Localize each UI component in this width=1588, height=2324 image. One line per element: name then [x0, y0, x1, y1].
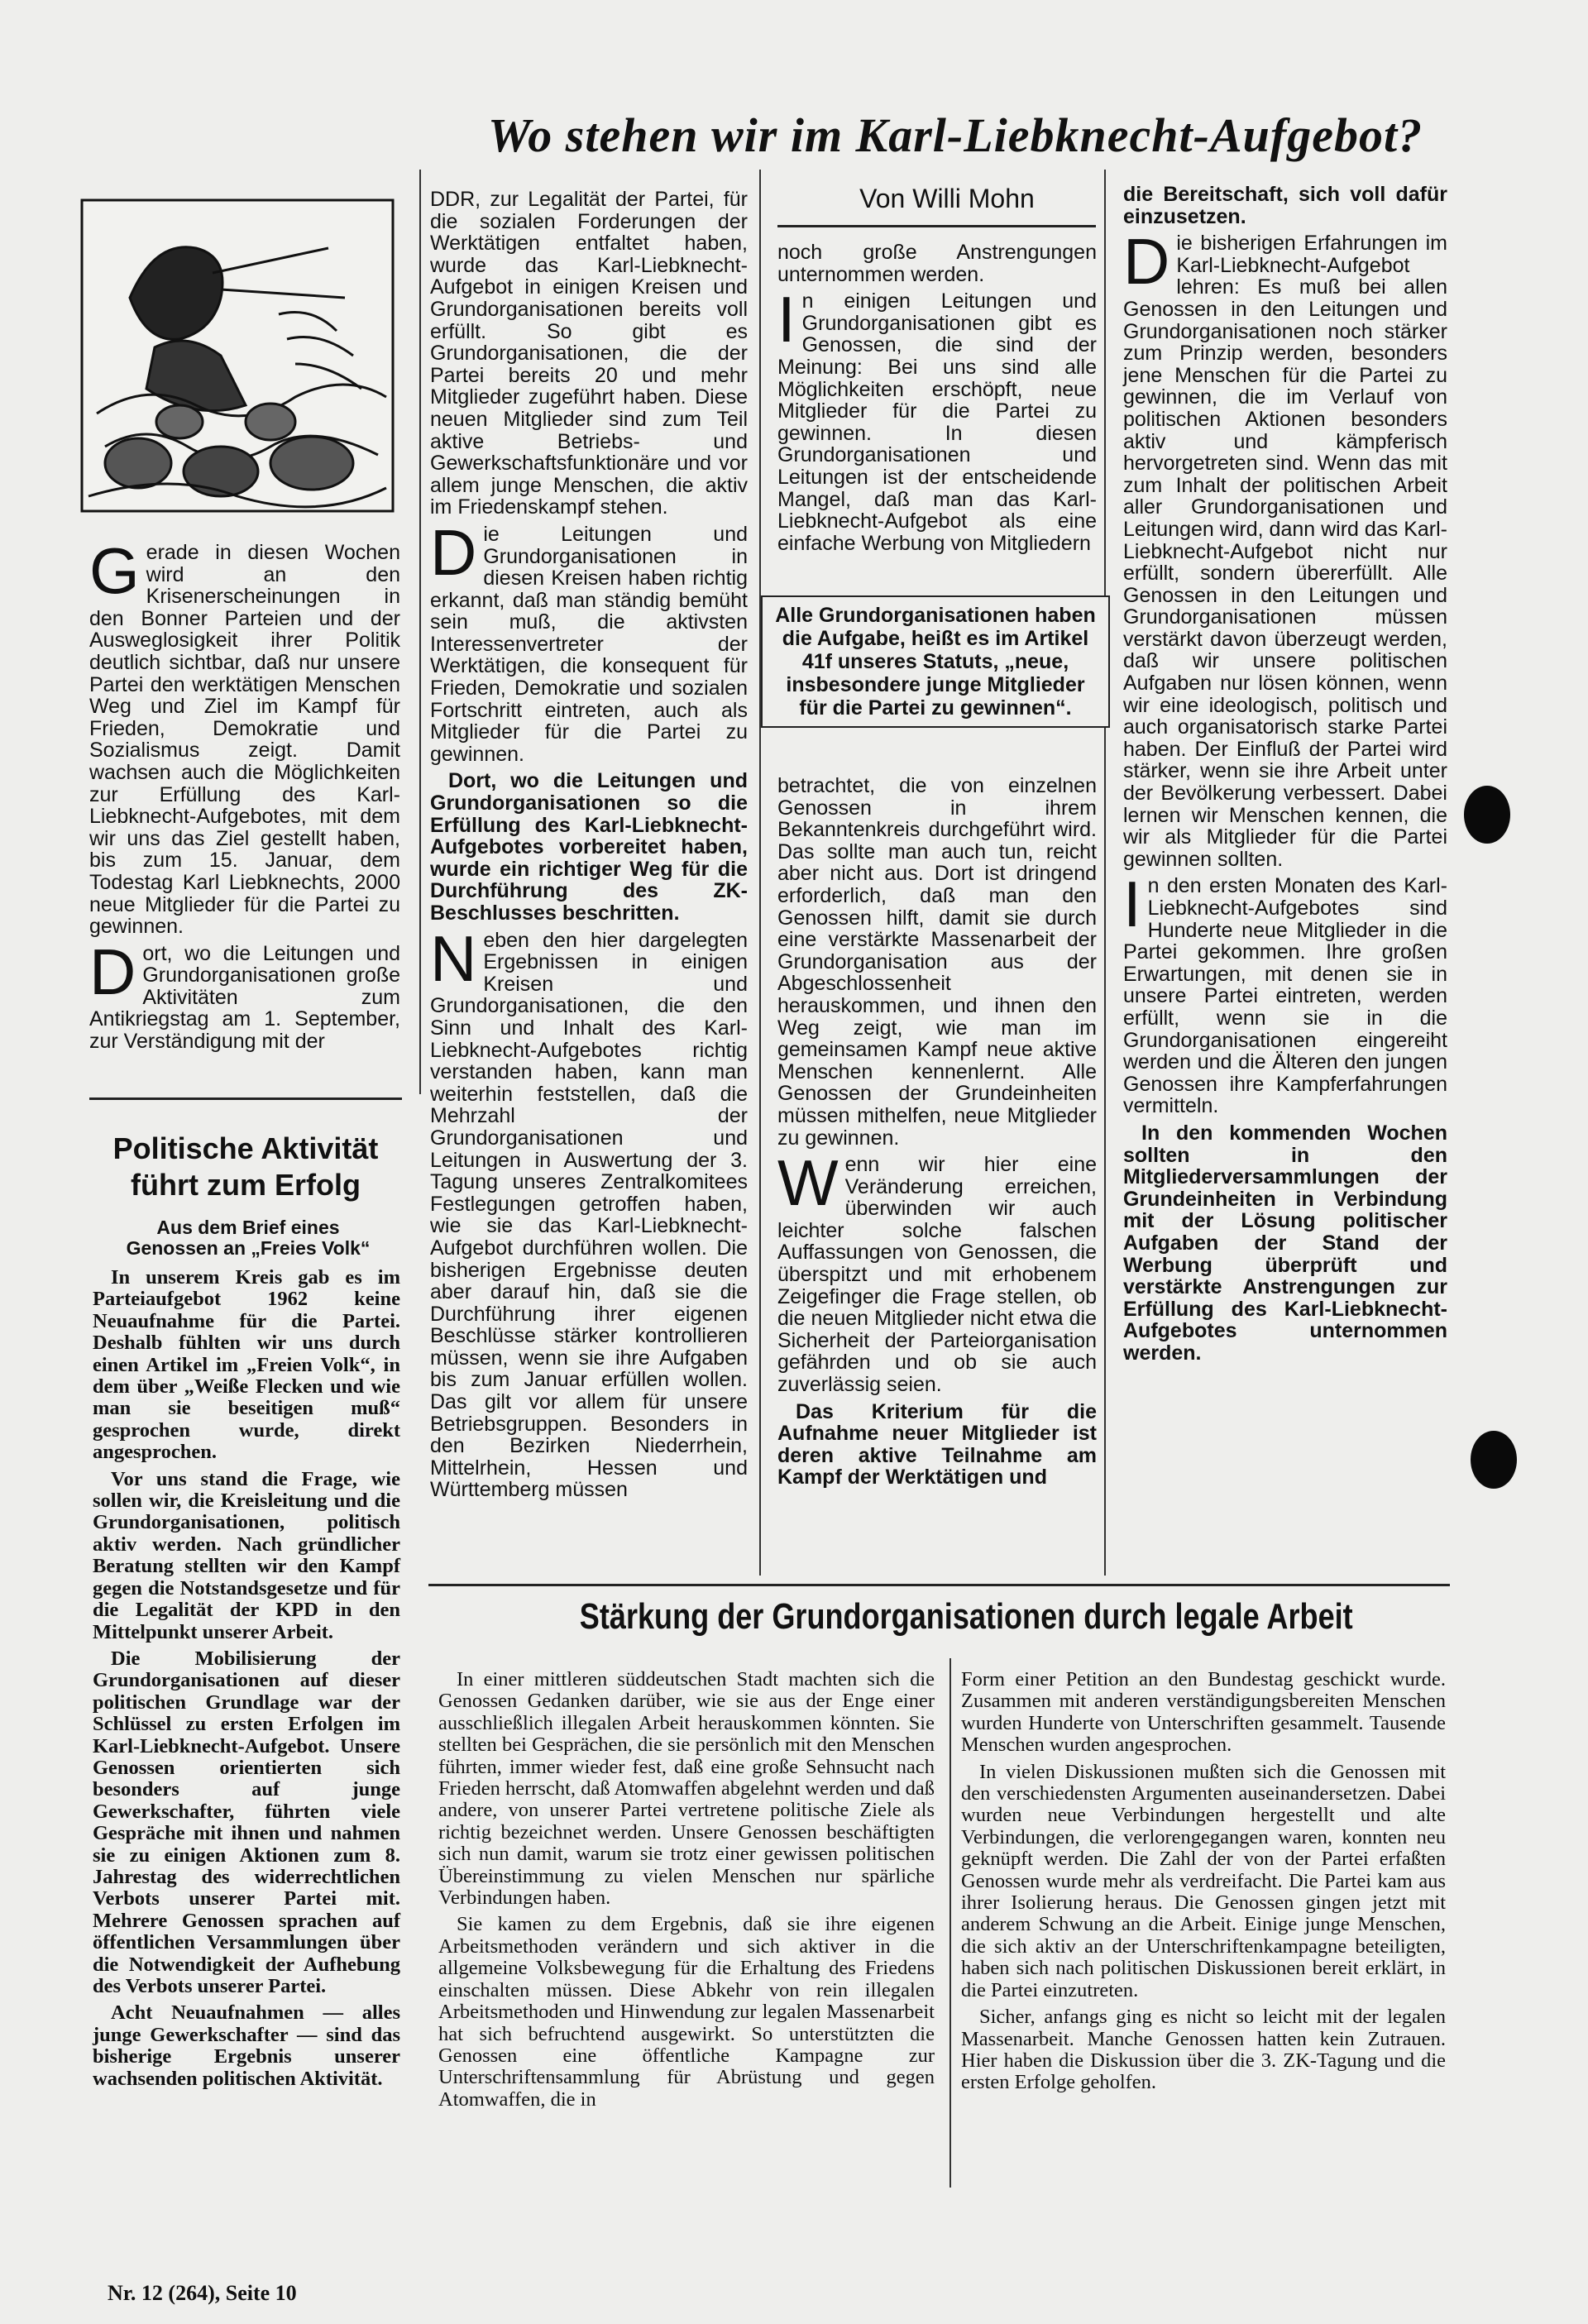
drop-cap: I — [777, 283, 796, 356]
column-4 — [1123, 184, 1447, 1369]
col2-paragraph: DDR, zur Legalität der Partei, für die sozialen Forderungen der Werktätigen entfaltet haben, wurde das Karl-Liebknecht-Aufgebot in einigen Kreisen und Grundorganisationen bereits voll erfüllt. So gibt es Grundorganisationen, die der Partei bereits 20 und mehr Mitglieder zugeführt haben. Diese neuen Mitglieder sind zum Teil aktive Betriebs- und Gewerkschaftsfunktionäre und vor allem junge Menschen, die aktiv im Friedenskampf stehen. — [430, 188, 748, 519]
col2-paragraph-bold: Dort, wo die Leitungen und Grundorganisationen so die Erfüllung des Karl-Liebknecht-Aufgebotes vorbereitet haben, wurde ein richtiger Weg für die Durchführung des ZK-Beschlusses beschritten. — [430, 769, 748, 925]
col3-paragraph: betrachtet, die von einzelnen Genossen in ihrem Bekanntenkreis durchgeführt wird. Das sollte man auch tun, reicht aber nicht aus. Dort ist dringend erforderlich, daß man den Genossen hilft, damit sie durch eine verstärkte Massenarbeit der Grundorganisation aus der Abgeschlossenheit herauskommen, und ihnen den Weg zeigt, wie man im gemeinsamen Kampf neue aktive Menschen kennenlernt. Alle Genossen der Grundeinheiten müssen mithelfen, neue Mitglieder zu gewinnen. — [777, 774, 1097, 1150]
intro-paragraph-2: ort, wo die Leitungen und Grundorganisationen große Aktivitäten zum Antikriegstag am 1. September, zur Verständigung mit der — [89, 941, 400, 1054]
page-footer: Nr. 12 (264), Seite 10 — [108, 2281, 297, 2305]
col4-paragraph: ie bisherigen Erfahrungen im Karl-Liebknecht-Aufgebot lehren: Es muß bei allen Genossen in den Leitungen und Grundorganisationen noch stärker zum Prinzip werden, besonders jene Menschen für die Partei zu gewinnen, die im Verlauf von politischen Aktionen besonders aktiv und kämpferisch hervorgetreten sind. Wenn das mit zum Inhalt der politischen Arbeit aller Grundorganisationen und Leitungen wird, dann wird das Karl-Liebknecht-Aufgebot nicht nur erfüllt, sondern übererfüllt. Alle Genossen in den Leitungen und Grundorganisationen müssen verstärkt davon überzeugt werden, daß wir unsere politischen Aufgaben nur lösen können, wenn wir eine ideologisch, politisch und auch organisatorisch starke Partei haben. Der Einfluß der Partei wird stärker, wenn sie ihre Arbeit unter der Bevölkerung verbessert. Dabei lernen wir Menschen kennen, die wir als Mitglieder für die Partei gewinnen sollten. — [1123, 232, 1447, 871]
drop-cap: G — [89, 534, 140, 607]
section-divider — [428, 1584, 1450, 1586]
drop-cap: D — [430, 515, 477, 589]
column-3-continued — [777, 775, 1097, 1494]
column-rule — [419, 170, 421, 1094]
second-paragraph: In einer mittleren süddeutschen Stadt machten sich die Genossen Gedanken darüber, wie sie aus der Enge einer ausschließlich illegalen Arbeit herauskommen könnten. Sie stellten bei Gesprächen, die sie persönlich mit den Menschen führten, immer wieder fest, daß eine große Sehnsucht nach Frieden herrscht, daß Atomwaffen abgelehnt werden und daß andere, von unserer Partei vertretene politische Ziele als richtig bezeichnet werden. Unsere Genossen beschäftigten sich nun damit, warum sie trotz einer gewissen politischen Übereinstimmung zu vielen Menschen nur spärliche Verbindungen haben. — [438, 1668, 935, 1910]
side-paragraph: Die Mobilisierung der Grundorganisationen auf dieser politischen Grundlage war der Schlüssel zu ersten Erfolgen im Karl-Liebknecht-Aufgebot. Unsere Genossen orientierten sich besonders auf junge Gewerkschafter, führten viele Gespräche mit ihnen und nahmen sie zu einigen Aktionen zum 8. Jahrestag des widerrechtlichen Verbots unserer Partei mit. Mehrere Genossen sprachen auf öffentlichen Versammlungen über die Notwendigkeit der Aufhebung des Verbots unserer Partei. — [93, 1647, 400, 1997]
drop-cap: N — [430, 921, 477, 995]
col4-paragraph-bold: In den kommenden Wochen sollten in den Mitgliederversammlungen der Grundeinheiten in Verbindung mit der Lösung politischer Aufgaben der Stand der Werbung überprüft und verstärkte Anstrengungen zur Erfüllung des Karl-Liebknecht-Aufgebotes unternommen werden. — [1123, 1121, 1447, 1365]
intro-paragraph-1: erade in diesen Wochen wird an den Krisenerscheinungen in den Bonner Parteien und der Ausweglosigkeit ihrer Politik deutlich sichtbar, daß nur unsere Partei den werktätigen Menschen Weg und Ziel im Kampf für Frieden, Demokratie und Sozialismus zeigt. Damit wachsen auch die Möglichkeiten zur Erfüllung des Karl-Liebknecht-Aufgebotes, mit dem wir uns das Ziel gestellt haben, bis zum 15. Januar, dem Todestag Karl Liebknechts, 2000 neue Mitglieder für die Partei zu gewinnen. — [89, 541, 400, 939]
column-rule — [949, 1658, 951, 2188]
second-paragraph: In vielen Diskussionen mußten sich die Genossen mit den verschiedensten Argumenten auseinandersetzen. Dabei wurden neue Verbindungen hergestellt und alte Verbindungen, die verlorengegangen waren, konnten neu geknüpft werden. Die Zahl der von der Partei erfaßten Genossen wurde mehr als verdreifacht. Die Partei kam aus ihrer Isolierung heraus. Die Genossen gingen jetzt mit anderem Schwung an die Arbeit. Einige junge Menschen, die sich aktiv an der Unterschriftenkampagne beteiligten, haben sich nach politischen Diskussionen bereit erklärt, in die Partei einzutreten. — [961, 1760, 1446, 2001]
side-paragraph: In unserem Kreis gab es im Parteiaufgebot 1962 keine Neuaufnahme für die Partei. Deshalb fühlten wir uns durch einen Artikel im „Freien Volk“, in dem über „Weiße Flecken und wie man sie beseitigen muß“ gesprochen wurde, direkt angesprochen. — [93, 1266, 400, 1464]
col3-paragraph: enn wir hier eine Veränderung erreichen, überwinden wir auch leichter solche falschen Auffassungen von Genossen, die überspitzt und mit erhobenem Zeigefinger die Frage stellen, ob die neuen Mitglieder nicht etwa die Sicherheit der Parteiorganisation gefährden und ob sie auch zuverlässig seien. — [777, 1153, 1097, 1397]
second-article-left — [438, 1669, 935, 2116]
second-paragraph: Form einer Petition an den Bundestag geschickt wurde. Zusammen mit anderen verständigungsbereiten Menschen wurden Hunderte von Unterschriften gesammelt. Tausende Menschen wurden angesprochen. — [961, 1668, 1446, 1757]
column-3 — [777, 241, 1097, 559]
section-divider — [89, 1097, 402, 1100]
col3-paragraph: noch große Anstrengungen unternommen werden. — [777, 241, 1097, 286]
illustration-crowd-drawing — [80, 198, 395, 513]
col2-paragraph: eben den hier dargelegten Ergebnissen in einigen Kreisen und Grundorganisationen, die den Sinn und Inhalt des Karl-Liebknecht-Aufgebotes richtig verstanden haben, kann man weiterhin feststellen, daß die Mehrzahl der Grundorganisationen und Leitungen in Auswertung der 3. Tagung unseres Zentralkomitees Festlegungen getroffen haben, wie sie das Karl-Liebknecht-Aufgebot durchführen wollen. Die bisherigen Ergebnisse deuten aber darauf hin, daß sie die Durchführung ihrer eigenen Beschlüsse stärker kontrollieren müssen, wenn sie ihre Aufgaben bis zum Januar erfüllen wollen. Das gilt vor allem für unsere Betriebsgruppen. Besonders in den Bezirken Niederrhein, Mittelrhein, Hessen und Württemberg müssen — [430, 928, 748, 1502]
quote-box: Alle Grundorganisationen haben die Aufgabe, heißt es im Artikel 41f unseres Statuts, „neue, insbesondere junge Mitglieder für die Partei zu gewinnen“. — [761, 595, 1110, 728]
side-paragraph: Acht Neuaufnahmen — alles junge Gewerkschafter — sind das bisherige Ergebnis unserer wachsenden politischen Aktivität. — [93, 2001, 400, 2090]
drop-cap: W — [777, 1146, 839, 1220]
punch-hole — [1471, 1431, 1517, 1489]
side-article-subtitle: Aus dem Brief eines Genossen an „Freies Volk“ — [126, 1217, 371, 1259]
side-article-body — [93, 1267, 400, 2095]
second-article-title: Stärkung der Grundorganisationen durch legale Arbeit — [579, 1596, 1353, 1637]
drop-cap: D — [1123, 225, 1170, 299]
column-rule — [759, 170, 761, 1576]
side-article-title: Politische Aktivität führt zum Erfolg — [112, 1131, 379, 1202]
col3-paragraph-bold: Das Kriterium für die Aufnahme neuer Mitglieder ist deren aktive Teilnahme am Kampf der Werktätigen und — [777, 1399, 1097, 1490]
column-2 — [430, 189, 748, 1506]
side-paragraph: Vor uns stand die Frage, wie sollen wir, die Kreisleitung und die Grundorganisationen, politisch aktiv werden. Nach gründlicher Beratung stellten wir den Kampf gegen die Notstandsgesetze und für die Legalität der KPD in den Mittelpunkt unserer Arbeit. — [93, 1467, 400, 1643]
col3-paragraph: n einigen Leitungen und Grundorganisationen gibt es Genossen, die sind der Meinung: Bei uns sind alle Möglichkeiten erschöpft, neue Mitglieder für die Partei zu gewinnen. In diesen Grundorganisationen und Leitungen ist der entscheidende Mangel, daß man das Karl-Liebknecht-Aufgebot als eine einfache Werbung von Mitgliedern — [777, 289, 1097, 555]
second-paragraph: Sicher, anfangs ging es nicht so leicht mit der legalen Massenarbeit. Manche Genossen hatten kein Zutrauen. Hier haben die Diskussion über die 3. ZK-Tagung und die ersten Erfolge geholfen. — [961, 2006, 1446, 2094]
column-rule — [1104, 170, 1106, 1576]
drop-cap: I — [1123, 868, 1141, 941]
col4-paragraph: n den ersten Monaten des Karl-Liebknecht-Aufgebotes sind Hunderte neue Mitglieder in die Partei gekommen. Ihre großen Erwartungen, mit denen sie in unsere Partei eintreten, werden erfüllt, wenn sie in die Grundorganisationen eingereiht werden und die Älteren den jungen Genossen ihre Kampferfahrungen vermitteln. — [1123, 874, 1447, 1118]
drop-cap: D — [89, 935, 136, 1008]
byline-underline — [777, 225, 1096, 227]
col4-paragraph-bold: die Bereitschaft, sich voll dafür einzusetzen. — [1123, 183, 1447, 228]
punch-hole — [1464, 786, 1510, 844]
second-paragraph: Sie kamen zu dem Ergebnis, daß sie ihre eigenen Arbeitsmethoden verändern und sich aktiver in die allgemeine Volksbewegung für die Erhaltung des Friedens einschalten müssen. Diese Abkehr von rein illegalen Arbeitsmethoden und Hinwendung zur legalen Massenarbeit hat sich befruchtend ausgewirkt. So unterstützten die Genossen eine öffentliche Kampagne zur Unterschriftensammlung für Abrüstung und gegen Atomwaffen, die in — [438, 1913, 935, 2111]
byline: Von Willi Mohn — [859, 184, 1035, 213]
col2-paragraph: ie Leitungen und Grundorganisationen in diesen Kreisen haben richtig erkannt, daß man ständig bemüht sein muß, die aktivsten Interessenvertreter der Werktätigen, die konsequent für Frieden, Demokratie und sozialen Fortschritt eintreten, auch als Mitglieder für die Partei zu gewinnen. — [430, 522, 748, 766]
headline: Wo stehen wir im Karl-Liebknecht-Aufgebot? — [488, 108, 1423, 162]
column-intro — [89, 534, 400, 1058]
second-article-right — [961, 1669, 1446, 2099]
